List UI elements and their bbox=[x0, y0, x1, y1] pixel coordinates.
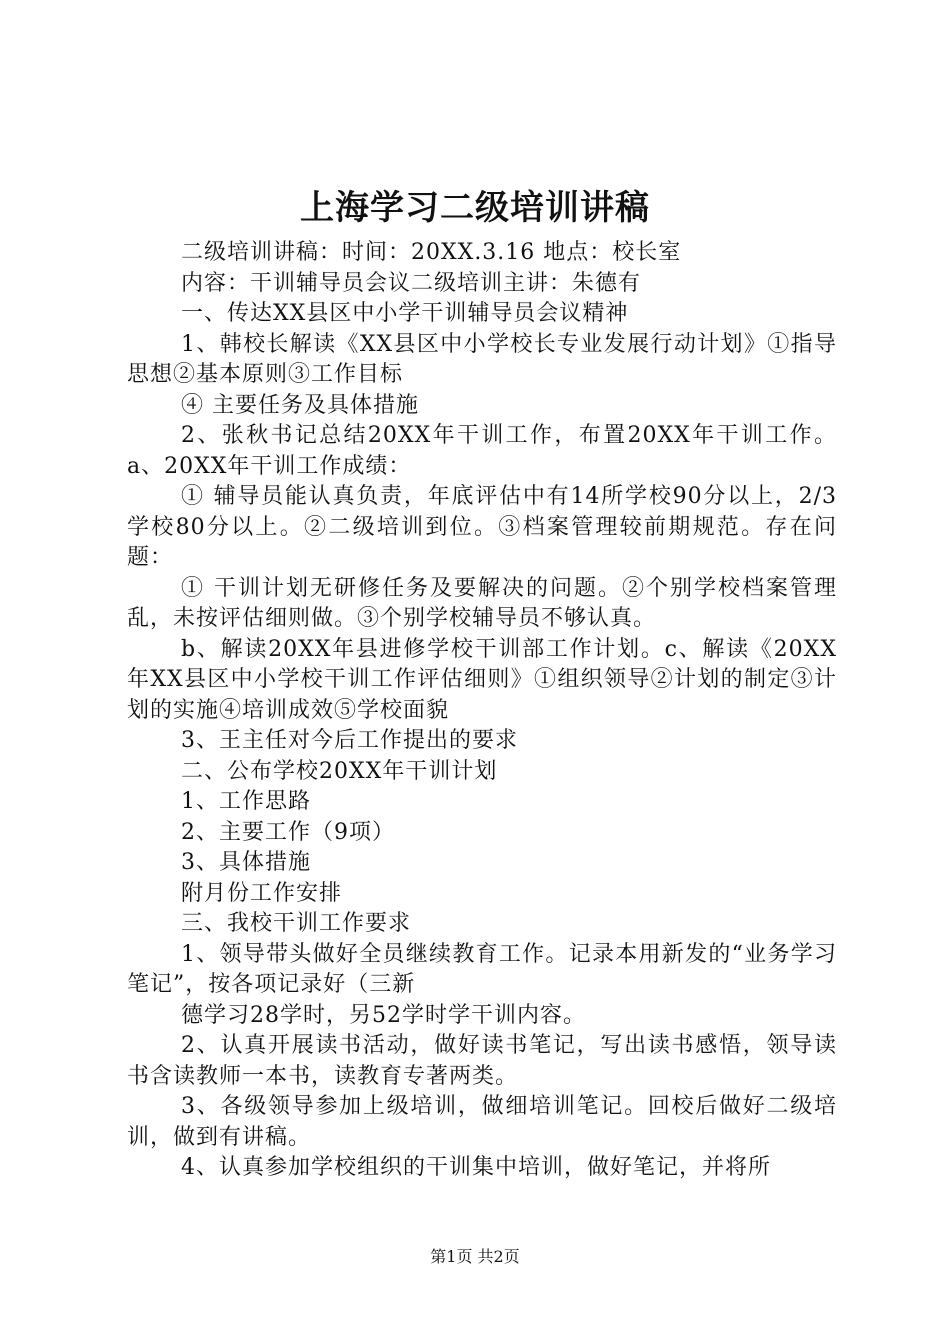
document-title: 上海学习二级培训讲稿 bbox=[300, 188, 650, 228]
paragraph: 3、王主任对今后工作提出的要求 bbox=[181, 728, 518, 753]
paragraph: ① 辅导员能认真负责，年底评估中有14所学校90分以上，2/3学校80分以上。②二级培训到位。③档案管理较前期规范。存在问题： bbox=[127, 484, 837, 570]
paragraph: 德学习28学时，另52学时学干训内容。 bbox=[181, 1002, 586, 1028]
paragraph: 3、各级领导参加上级培训，做细培训笔记。回校后做好二级培训，做到有讲稿。 bbox=[127, 1094, 837, 1150]
paragraph: 3、具体措施 bbox=[181, 850, 311, 875]
paragraph: 1、领导带头做好全员继续教育工作。记录本用新发的“业务学习笔记”，按各项记录好（三新 bbox=[127, 941, 837, 997]
paragraph: ① 干训计划无研修任务及要解决的问题。②个别学校档案管理乱，未按评估细则做。③个别学校辅导员不够认真。 bbox=[127, 575, 837, 631]
paragraph: 4、认真参加学校组织的干训集中培训，做好笔记，并将所 bbox=[181, 1155, 771, 1180]
paragraph: b、解读20XX年县进修学校干训部工作计划。c、解读《20XX年XX县区中小学校干训工作评估细则》①组织领导②计划的制定③计划的实施④培训成效⑤学校面貌 bbox=[127, 636, 837, 723]
document-body bbox=[127, 238, 837, 1184]
paragraph: 附月份工作安排 bbox=[181, 880, 343, 906]
paragraph: 1、工作思路 bbox=[181, 789, 311, 814]
paragraph: 2、主要工作（9项） bbox=[181, 819, 395, 845]
paragraph: 2、张秋书记总结20XX年干训工作，布置20XX年干训工作。a、20XX年干训工作成绩： bbox=[127, 423, 837, 479]
page-footer: 第1页 共2页 bbox=[430, 1247, 520, 1266]
paragraph: ④ 主要任务及具体措施 bbox=[181, 392, 419, 418]
paragraph: 2、认真开展读书活动，做好读书笔记，写出读书感悟，领导读书含读教师一本书，读教育专著两类。 bbox=[127, 1033, 837, 1089]
paragraph: 内容：干训辅导员会议二级培训主讲：朱德有 bbox=[181, 270, 642, 296]
paragraph: 1、韩校长解读《XX县区中小学校长专业发展行动计划》①指导思想②基本原则③工作目标 bbox=[127, 331, 837, 387]
paragraph: 二级培训讲稿：时间：20XX.3.16 地点：校长室 bbox=[181, 240, 682, 265]
paragraph: 三、我校干训工作要求 bbox=[181, 911, 412, 936]
paragraph: 二、公布学校20XX年干训计划 bbox=[181, 758, 498, 784]
paragraph: 一、传达XX县区中小学干训辅导员会议精神 bbox=[181, 301, 629, 326]
